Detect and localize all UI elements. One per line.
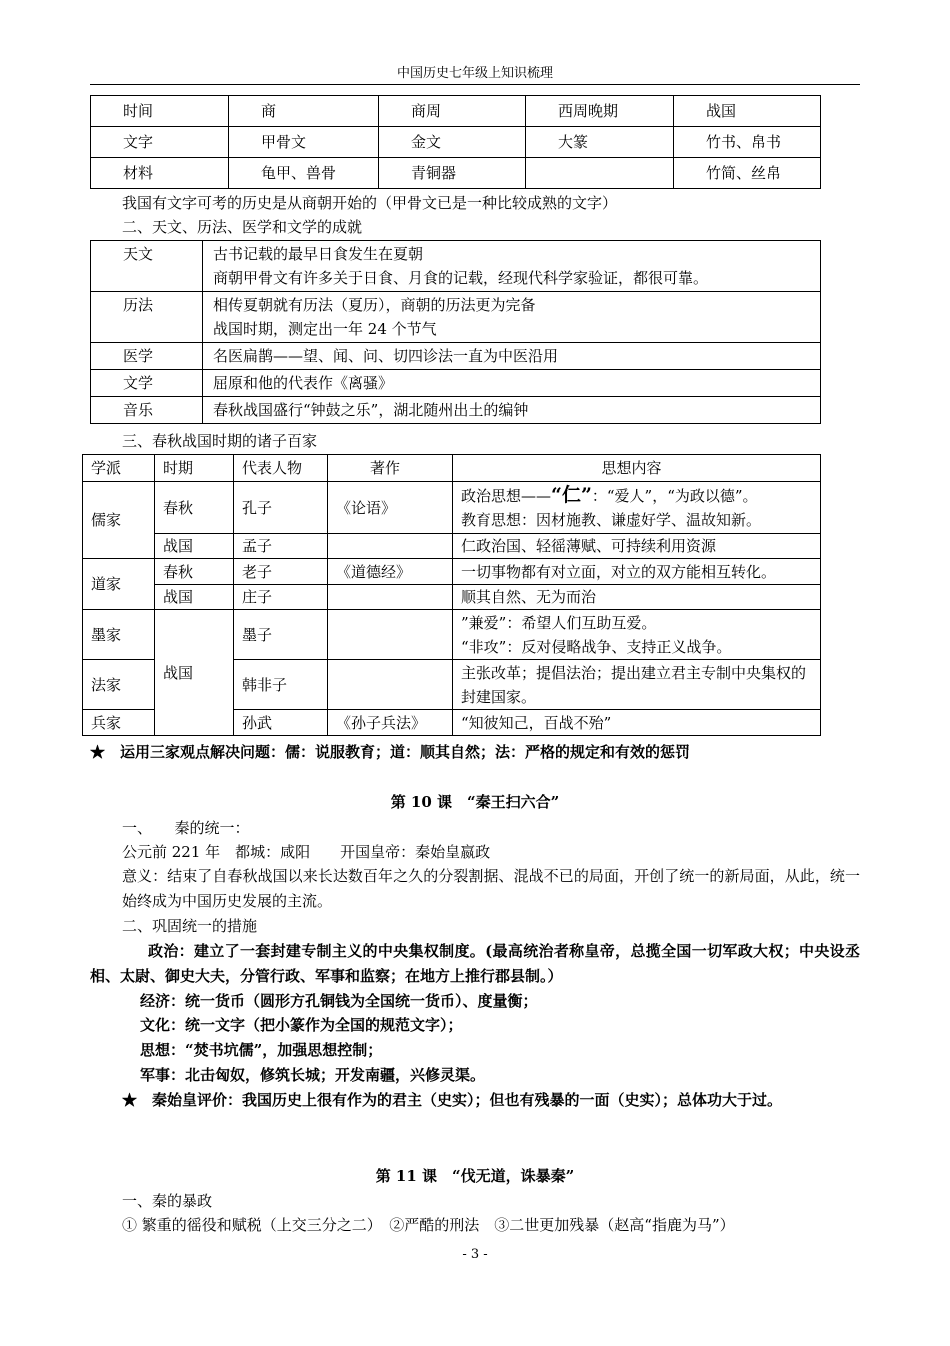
school-bingjia: 兵家 — [83, 710, 155, 736]
period-cell: 战国 — [155, 585, 234, 610]
lesson10-title: 第 10 课 “秦王扫六合” — [390, 793, 560, 811]
school-fajia: 法家 — [83, 660, 155, 710]
lesson10-meaning: 意义：结束了自春秋战国以来长达数百年之久的分裂割据、混战不已的局面，开创了统一的新局面，从此，统一始终成为中国历史发展的主流。 — [122, 867, 860, 910]
writing-table-cell: 战国 — [674, 96, 821, 127]
person-cell: 韩非子 — [234, 660, 328, 710]
lesson10-politics: 政治：建立了一套封建专制主义的中央集权制度。(最高统治者称皇帝，总揽全国一切军政大权；中央设丞相、太尉、御史大夫，分管行政、军事和监察；在地方上推行郡县制。） — [90, 942, 860, 985]
ideas-cell — [453, 482, 821, 534]
achievement-row — [91, 292, 821, 343]
achievement-content — [203, 397, 821, 424]
schools-table — [82, 454, 821, 736]
writing-table-cell: 文字 — [91, 127, 229, 158]
header-school: 学派 — [83, 455, 155, 482]
achievement-row — [91, 397, 821, 424]
writing-table-cell — [526, 158, 674, 189]
idea-text: 教育思想：因材施教、谦虚好学、温故知新。 — [461, 511, 762, 529]
period-cell: 战国 — [155, 610, 234, 736]
period-cell: 战国 — [155, 534, 234, 559]
school-daojia: 道家 — [83, 559, 155, 610]
header-period: 时期 — [155, 455, 234, 482]
achievement-line: 名医扁鹊——望、闻、问、切四诊法一直为中医沿用 — [213, 347, 559, 365]
header-person: 代表人物 — [234, 455, 328, 482]
works-cell: 《道德经》 — [328, 559, 453, 585]
ideas-cell: “知彼知己，百战不殆” — [453, 710, 821, 736]
works-cell — [328, 585, 453, 610]
writing-table-row — [91, 96, 821, 127]
ideas-cell — [453, 610, 821, 660]
writing-table-cell: 竹简、丝帛 — [674, 158, 821, 189]
achievement-category: 音乐 — [91, 397, 203, 424]
writing-table-cell: 材料 — [91, 158, 229, 189]
period-cell: 春秋 — [155, 482, 234, 534]
writing-table-row — [91, 158, 821, 189]
ideas-cell: 仁政治国、轻徭薄赋、可持续利用资源 — [453, 534, 821, 559]
lesson10-military: 军事：北击匈奴，修筑长城；开发南疆，兴修灵渠。 — [140, 1066, 486, 1084]
idea-keyword: “仁” — [551, 484, 592, 506]
school-rujia: 儒家 — [83, 482, 155, 559]
achievement-line: 春秋战国盛行“钟鼓之乐”，湖北随州出土的编钟 — [213, 401, 529, 419]
writing-table-cell: 甲骨文 — [229, 127, 379, 158]
writing-table-cell: 青铜器 — [379, 158, 526, 189]
school-mojia: 墨家 — [83, 610, 155, 660]
works-cell — [328, 534, 453, 559]
achievement-line: 战国时期，测定出一年 24 个节气 — [213, 320, 437, 338]
star-note-three-schools: ★ 运用三家观点解决问题：儒：说服教育；道：顺其自然；法：严格的规定和有效的惩罚 — [90, 743, 691, 761]
person-cell: 庄子 — [234, 585, 328, 610]
person-cell: 墨子 — [234, 610, 328, 660]
writing-table — [90, 95, 821, 189]
achievement-row — [91, 343, 821, 370]
achievement-content — [203, 370, 821, 397]
writing-table-cell: 金文 — [379, 127, 526, 158]
lesson10-evaluation: ★ 秦始皇评价：我国历史上很有作为的君主（史实）；但也有残暴的一面（史实）；总体功大于过。 — [122, 1091, 783, 1109]
header-ideas: 思想内容 — [453, 455, 821, 482]
period-cell: 春秋 — [155, 559, 234, 585]
idea-text: 政治思想—— — [461, 487, 552, 505]
achievement-category: 医学 — [91, 343, 203, 370]
page-header: 中国历史七年级上知识梳理 — [90, 64, 860, 85]
idea-text: ”兼爱”：希望人们互助互爱。 — [461, 613, 657, 632]
achievement-content — [203, 343, 821, 370]
works-cell: 《论语》 — [328, 482, 453, 534]
lesson10-section1: 一、 秦的统一： — [122, 819, 250, 837]
ideas-cell: 顺其自然、无为而治 — [453, 585, 821, 610]
person-cell: 孔子 — [234, 482, 328, 534]
writing-table-cell: 龟甲、兽骨 — [229, 158, 379, 189]
achievement-category: 文学 — [91, 370, 203, 397]
writing-table-cell: 商 — [229, 96, 379, 127]
lesson11-title: 第 11 课 “伐无道，诛暴秦” — [375, 1167, 575, 1185]
lesson11-section1: 一、秦的暴政 — [122, 1192, 213, 1210]
achievement-line: 屈原和他的代表作《离骚》 — [213, 374, 394, 392]
ideas-cell: 一切事物都有对立面，对立的双方能相互转化。 — [453, 559, 821, 585]
lesson10-thought: 思想：“焚书坑儒”，加强思想控制； — [140, 1041, 383, 1059]
lesson10-economy: 经济：统一货币（圆形方孔铜钱为全国统一货币）、度量衡； — [140, 992, 538, 1010]
achievement-content — [203, 292, 821, 343]
section3-title: 三、春秋战国时期的诸子百家 — [122, 432, 318, 450]
person-cell: 孙武 — [234, 710, 328, 736]
works-cell — [328, 610, 453, 660]
achievement-content — [203, 241, 821, 292]
writing-note: 我国有文字可考的历史是从商朝开始的（甲骨文已是一种比较成熟的文字） — [122, 194, 618, 212]
writing-table-cell: 时间 — [91, 96, 229, 127]
lesson10-unification-facts: 公元前 221 年 都城：咸阳 开国皇帝：秦始皇嬴政 — [122, 843, 491, 861]
achievement-row — [91, 370, 821, 397]
achievement-line: 古书记载的最早日食发生在夏朝 — [213, 245, 424, 263]
writing-table-cell: 竹书、帛书 — [674, 127, 821, 158]
person-cell: 老子 — [234, 559, 328, 585]
section2-title: 二、天文、历法、医学和文学的成就 — [122, 218, 363, 236]
idea-text: “非攻”：反对侵略战争、支持正义战争。 — [461, 637, 732, 656]
page-number: - 3 - — [462, 1247, 488, 1262]
ideas-cell: 主张改革；提倡法治；提出建立君主专制中央集权的封建国家。 — [453, 660, 821, 710]
works-cell: 《孙子兵法》 — [328, 710, 453, 736]
lesson10-section2: 二、巩固统一的措施 — [122, 917, 258, 935]
works-cell — [328, 660, 453, 710]
achievement-line: 商朝甲骨文有许多关于日食、月食的记载，经现代科学家验证，都很可靠。 — [213, 269, 709, 287]
writing-table-cell: 商周 — [379, 96, 526, 127]
achievements-table — [90, 240, 821, 424]
writing-table-cell: 大篆 — [526, 127, 674, 158]
achievement-line: 相传夏朝就有历法（夏历），商朝的历法更为完备 — [213, 296, 536, 314]
achievement-category: 历法 — [91, 292, 203, 343]
achievement-row — [91, 241, 821, 292]
lesson11-tyranny-list: ① 繁重的徭役和赋税（上交三分之二） ②严酷的刑法 ③二世更加残暴（赵高“指鹿为马”） — [122, 1216, 735, 1234]
writing-table-cell: 西周晚期 — [526, 96, 674, 127]
achievement-category: 天文 — [91, 241, 203, 292]
header-works: 著作 — [328, 455, 453, 482]
lesson10-culture: 文化：统一文字（把小篆作为全国的规范文字）； — [140, 1016, 463, 1034]
idea-text: ：“爱人”，“为政以德”。 — [591, 487, 758, 505]
person-cell: 孟子 — [234, 534, 328, 559]
writing-table-row — [91, 127, 821, 158]
